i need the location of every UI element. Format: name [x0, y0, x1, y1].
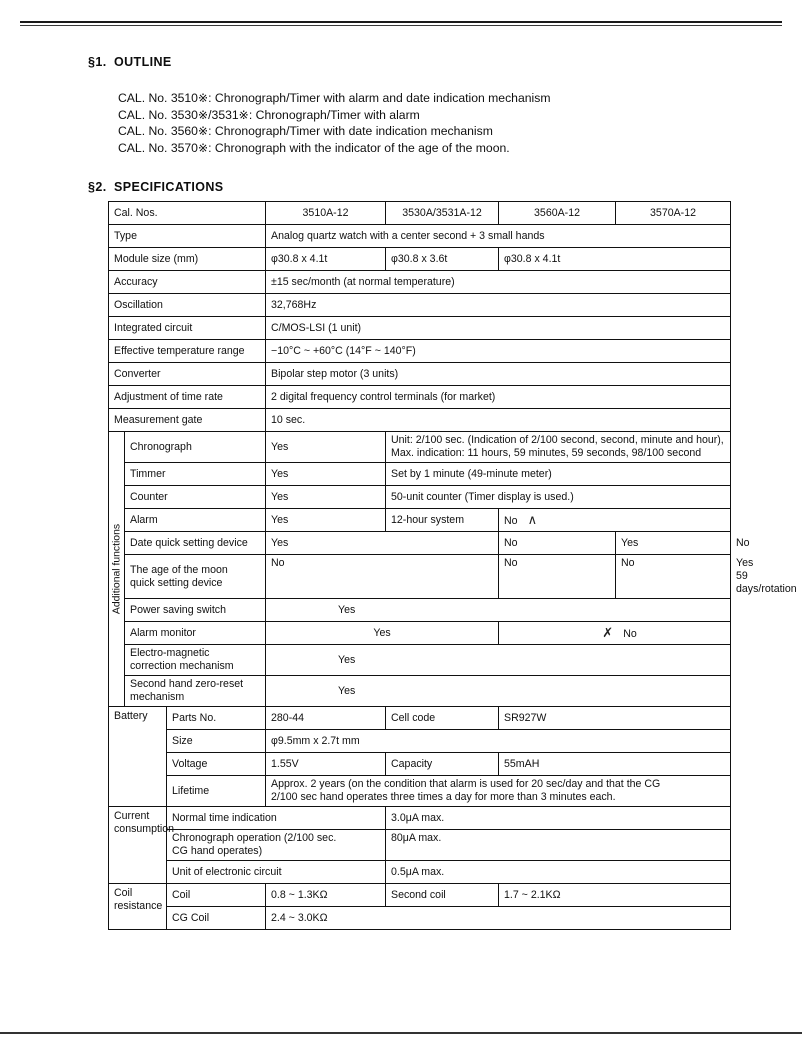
cell-date-quick-3560: Yes — [616, 532, 731, 555]
section-1-number: §1. — [88, 55, 107, 69]
cell-alarm-monitor-value: Yes — [266, 622, 499, 645]
cell-normal-time-label: Normal time indication — [167, 807, 386, 830]
outline-item: CAL. No. 3570※: Chronograph with the indicator of the age of the moon. — [118, 140, 510, 155]
cell-measurement-gate-value: 10 sec. — [266, 409, 731, 432]
moon-age-label-line2: quick setting device — [130, 576, 223, 589]
table-row-timer — [109, 463, 731, 486]
cell-converter-label: Converter — [109, 363, 266, 386]
cell-date-quick-3510: Yes — [266, 532, 499, 555]
cell-counter-value: 50-unit counter (Timer display is used.) — [386, 486, 731, 509]
table-row-module-size — [109, 248, 731, 271]
cell-converter-value: Bipolar step motor (3 units) — [266, 363, 731, 386]
outline-item: CAL. No. 3510※: Chronograph/Timer with alarm and date indication mechanism — [118, 91, 551, 105]
cell-counter-label: Counter — [125, 486, 266, 509]
cell-type-value: Analog quartz watch with a center second + 3 small hands — [266, 225, 731, 248]
chrono-operation-label-line1: Chronograph operation (2/100 sec. — [172, 832, 337, 844]
additional-functions-label: Additional functions — [111, 523, 122, 615]
cell-date-quick-label: Date quick setting device — [125, 532, 266, 555]
cell-chrono-operation-value: 80μA max. — [386, 830, 731, 861]
zero-reset-label-line2: mechanism — [130, 691, 185, 703]
table-row-cg-coil — [109, 907, 731, 930]
table-row-counter — [109, 486, 731, 509]
cell-accuracy-value: ±15 sec/month (at normal temperature) — [266, 271, 731, 294]
table-row-current-consumption-normal — [109, 807, 731, 830]
cell-temperature-value: −10°C ~ +60°C (14°F ~ 140°F) — [266, 340, 731, 363]
cell-zero-reset-label — [125, 676, 266, 707]
electro-magnetic-label-line2: correction mechanism — [130, 660, 234, 672]
cell-chrono-operation-label — [167, 830, 386, 861]
table-row-temperature — [109, 340, 731, 363]
cell-integrated-circuit-value: C/MOS-LSI (1 unit) — [266, 317, 731, 340]
cell-module-size-3560: φ30.8 x 4.1t — [499, 248, 731, 271]
cell-electro-magnetic-value: Yes — [266, 645, 731, 676]
table-row-moon-age: The age of the moon quick setting device No No No Yes 59 days/rotation — [109, 555, 731, 599]
table-row-battery-size — [109, 730, 731, 753]
section-2-heading — [88, 180, 224, 194]
cell-unit-circuit-value: 0.5μA max. — [386, 861, 731, 884]
chrono-operation-label-line2: CG hand operates) — [172, 845, 263, 857]
alarm-monitor-right-value: No — [623, 627, 637, 640]
handwritten-x-mark: ✗ — [602, 624, 614, 640]
cell-second-coil-value: 1.7 ~ 2.1KΩ — [499, 884, 731, 907]
table-row-alarm-monitor — [109, 622, 731, 645]
cell-coil-value: 0.8 ~ 1.3KΩ — [266, 884, 386, 907]
cell-oscillation-label: Oscillation — [109, 294, 266, 317]
cell-battery-capacity-value: 55mAH — [499, 753, 731, 776]
electro-magnetic-label-line1: Electro-magnetic — [130, 647, 210, 659]
table-row-power-saving — [109, 599, 731, 622]
cell-battery-size-value: φ9.5mm x 2.7t mm — [266, 730, 731, 753]
cell-date-quick-3530: No — [499, 532, 616, 555]
cell-battery-group-label: Battery — [109, 707, 167, 807]
section-1-heading — [88, 55, 172, 69]
page-top-rule — [20, 21, 782, 23]
table-row-converter — [109, 363, 731, 386]
alarm-right-value: No — [504, 514, 518, 527]
table-row-date-quick-setting: Date quick setting device Yes No Yes No — [109, 532, 731, 555]
cell-cal-nos-label: Cal. Nos. — [109, 202, 266, 225]
cell-time-rate-value: 2 digital frequency control terminals (for market) — [266, 386, 731, 409]
cell-cg-coil-value: 2.4 ~ 3.0KΩ — [266, 907, 731, 930]
battery-lifetime-line1: Approx. 2 years (on the condition that alarm is used for 20 sec/day and that the CG — [271, 778, 661, 790]
chronograph-detail-line2: Max. indication: 11 hours, 59 minutes, 59 seconds, 98/100 second — [391, 447, 702, 459]
handwritten-caret-mark: ∧ — [527, 511, 538, 527]
cell-measurement-gate-label: Measurement gate — [109, 409, 266, 432]
cell-additional-functions-group — [109, 432, 125, 707]
section-2-number: §2. — [88, 180, 107, 194]
table-row-zero-reset — [109, 676, 731, 707]
cell-coil-label: Coil — [167, 884, 266, 907]
cell-battery-lifetime-value — [266, 776, 731, 807]
page-top-rule-thin — [20, 25, 782, 26]
cell-oscillation-value: 32,768Hz — [266, 294, 731, 317]
cell-timer-value: Set by 1 minute (49-minute meter) — [386, 463, 731, 486]
zero-reset-label-line1: Second hand zero-reset — [130, 678, 244, 690]
table-row-chronograph — [109, 432, 731, 463]
battery-lifetime-line2: 2/100 sec hand operates three times a day for more than 3 minutes each. — [271, 791, 616, 803]
cell-module-size-label: Module size (mm) — [109, 248, 266, 271]
cell-moon-age-3530: No — [499, 555, 616, 599]
cell-time-rate-label: Adjustment of time rate — [109, 386, 266, 409]
table-row-time-rate — [109, 386, 731, 409]
cell-coil-resistance-label: Coil resistance — [109, 884, 167, 930]
cell-alarm-monitor-label: Alarm monitor — [125, 622, 266, 645]
cell-second-coil-label: Second coil — [386, 884, 499, 907]
cell-power-saving-label: Power saving switch — [125, 599, 266, 622]
cell-counter-yes: Yes — [266, 486, 386, 509]
cell-accuracy-label: Accuracy — [109, 271, 266, 294]
cell-temperature-label: Effective temperature range — [109, 340, 266, 363]
cell-integrated-circuit-label: Integrated circuit — [109, 317, 266, 340]
table-row-battery-parts-no — [109, 707, 731, 730]
cell-battery-voltage-value: 1.55V — [266, 753, 386, 776]
cell-cal-3570: 3570A-12 — [616, 202, 731, 225]
cell-unit-circuit-label: Unit of electronic circuit — [167, 861, 386, 884]
table-row-alarm — [109, 509, 731, 532]
cell-module-size-3530: φ30.8 x 3.6t — [386, 248, 499, 271]
cell-chronograph-detail — [386, 432, 731, 463]
cell-normal-time-value: 3.0μA max. — [386, 807, 731, 830]
section-1-title: OUTLINE — [114, 55, 172, 69]
cell-moon-age-label — [125, 555, 266, 599]
cell-battery-cell-code-value: SR927W — [499, 707, 731, 730]
cell-cal-3560: 3560A-12 — [499, 202, 616, 225]
cell-alarm-monitor-right — [499, 622, 731, 645]
table-row-battery-voltage — [109, 753, 731, 776]
cell-alarm-label: Alarm — [125, 509, 266, 532]
table-row-coil — [109, 884, 731, 907]
page-bottom-rule — [0, 1032, 802, 1034]
cell-cal-3530: 3530A/3531A-12 — [386, 202, 499, 225]
cell-chronograph-yes: Yes — [266, 432, 386, 463]
table-row-cal-nos — [109, 202, 731, 225]
outline-item: CAL. No. 3530※/3531※: Chronograph/Timer with alarm — [118, 107, 420, 122]
cell-alarm-value: 12-hour system — [386, 509, 499, 532]
table-row-battery-lifetime — [109, 776, 731, 807]
cell-battery-lifetime-label: Lifetime — [167, 776, 266, 807]
cell-battery-voltage-label: Voltage — [167, 753, 266, 776]
specifications-table — [108, 201, 797, 930]
section-2-title: SPECIFICATIONS — [114, 180, 224, 194]
table-row-type — [109, 225, 731, 248]
table-row-current-consumption-chrono — [109, 830, 731, 861]
table-row-accuracy — [109, 271, 731, 294]
cell-zero-reset-value: Yes — [266, 676, 731, 707]
outline-list — [118, 90, 550, 156]
cell-battery-capacity-label: Capacity — [386, 753, 499, 776]
cell-power-saving-value: Yes — [266, 599, 731, 622]
cell-alarm-right — [499, 509, 731, 532]
cell-battery-parts-no-value: 280-44 — [266, 707, 386, 730]
table-row-current-consumption-unit — [109, 861, 731, 884]
cell-cg-coil-label: CG Coil — [167, 907, 266, 930]
cell-timer-label: Timmer — [125, 463, 266, 486]
cell-battery-size-label: Size — [167, 730, 266, 753]
cell-moon-age-3560: No — [616, 555, 731, 599]
cell-cal-3510: 3510A-12 — [266, 202, 386, 225]
cell-battery-cell-code-label: Cell code — [386, 707, 499, 730]
chronograph-detail-line1: Unit: 2/100 sec. (Indication of 2/100 second, second, minute and hour), — [391, 434, 724, 446]
cell-module-size-3510: φ30.8 x 4.1t — [266, 248, 386, 271]
cell-moon-age-3510: No — [266, 555, 499, 599]
cell-battery-parts-no-label: Parts No. — [167, 707, 266, 730]
cell-type-label: Type — [109, 225, 266, 248]
cell-chronograph-label: Chronograph — [125, 432, 266, 463]
table-row-oscillation — [109, 294, 731, 317]
moon-age-label-line1: The age of the moon — [130, 563, 228, 576]
cell-alarm-yes: Yes — [266, 509, 386, 532]
cell-timer-yes: Yes — [266, 463, 386, 486]
outline-item: CAL. No. 3560※: Chronograph/Timer with date indication mechanism — [118, 124, 493, 138]
table-row-measurement-gate — [109, 409, 731, 432]
table-row-electro-magnetic — [109, 645, 731, 676]
table-row-integrated-circuit — [109, 317, 731, 340]
cell-current-consumption-label: Current consumption — [109, 807, 167, 884]
cell-electro-magnetic-label — [125, 645, 266, 676]
